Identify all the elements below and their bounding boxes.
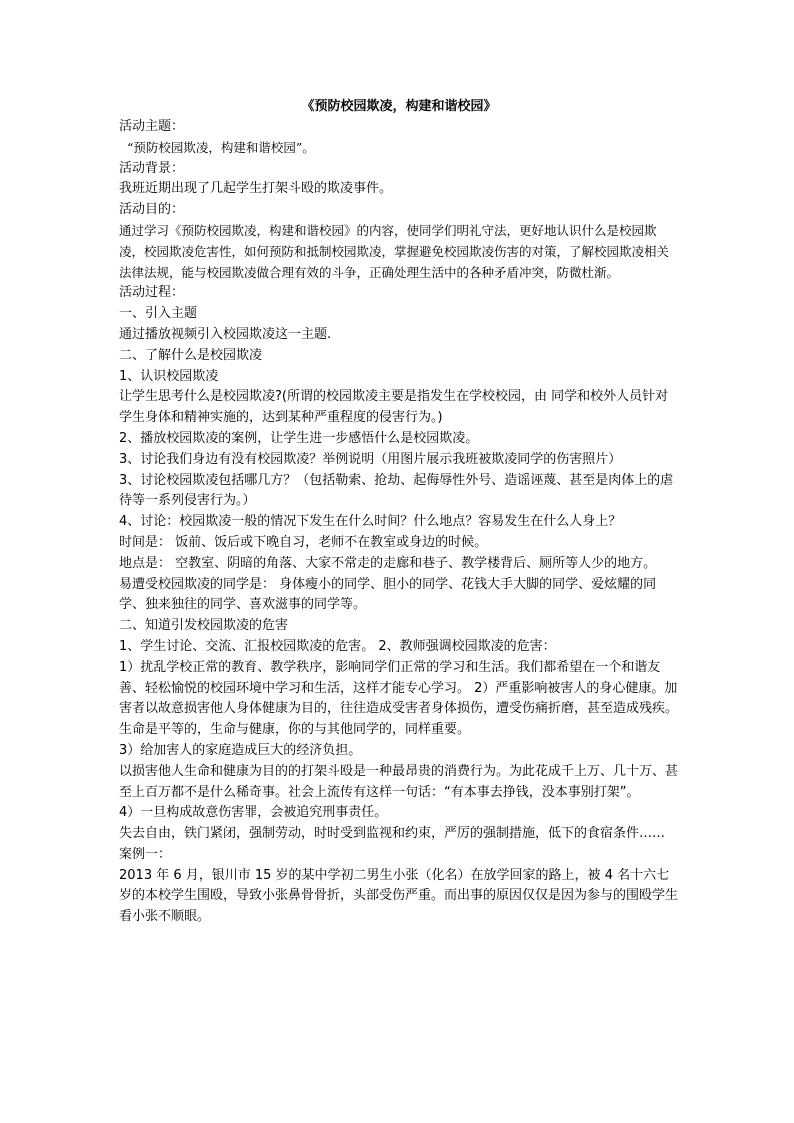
paragraph-line: 1）扰乱学校正常的教育、教学秩序，影响同学们正常的学习和生活。我们都希望在一个和谐友善、轻松愉悦的校园环境中学习和生活，这样才能专心学习。 2）严重影响被害人的身心健康。加害者以故意损害他人身体健康为目的，往往造成受害者身体损伤，遭受伤痛折磨，甚至造成残疾。生命是平等的，生命与健康，你的与其他同学的，同样重要。 xyxy=(119,659,679,738)
paragraph-line: 2、播放校园欺凌的案例，让学生进一步感悟什么是校园欺凌。 xyxy=(119,430,479,446)
paragraph-line: 4）一旦构成故意伤害罪，会被追究刑事责任。 xyxy=(119,805,388,821)
paragraph-line: 案例一： xyxy=(119,846,172,862)
paragraph-line: 活动目的： xyxy=(119,202,185,218)
paragraph-line: 地点是： 空教室、阴暗的角落、大家不常走的走廊和巷子、教学楼背后、厕所等人少的地方。 xyxy=(119,555,657,571)
paragraph-line: 二、知道引发校园欺凌的危害 xyxy=(119,618,289,634)
paragraph-line: “预防校园欺凌，构建和谐校园”。 xyxy=(127,139,315,155)
paragraph-line: 我班近期出现了几起学生打架斗殴的欺凌事件。 xyxy=(119,181,393,197)
paragraph-line: 3、讨论我们身边有没有校园欺凌？举例说明（用图片展示我班被欺凌同学的伤害照片） xyxy=(119,451,622,467)
paragraph-line: 失去自由，铁门紧闭，强制劳动，时时受到监视和约束，严厉的强制措施，低下的食宿条件…… xyxy=(119,826,666,842)
document-body xyxy=(119,117,679,928)
paragraph-line: 3、讨论校园欺凌包括哪几方？（包括勒索、抢劫、起侮辱性外号、造谣诬蔑、甚至是肉体上的虐待等一系列侵害行为。） xyxy=(119,472,674,509)
paragraph-line: 4、讨论：校园欺凌一般的情况下发生在什么时间？什么地点？容易发生在什么人身上？ xyxy=(119,514,622,530)
paragraph-line: 二、了解什么是校园欺凌 xyxy=(119,347,263,363)
paragraph-line: 易遭受校园欺凌的同学是： 身体瘦小的同学、胆小的同学、花钱大手大脚的同学、爱炫耀的同学、独来独往的同学、喜欢滋事的同学等。 xyxy=(119,576,657,613)
paragraph-line: 一、引入主题 xyxy=(119,306,198,322)
paragraph-line: 活动主题： xyxy=(119,119,185,134)
paragraph-line: 通过播放视频引入校园欺凌这一主题. xyxy=(119,326,332,342)
paragraph-line: 活动过程： xyxy=(119,285,185,301)
paragraph-line: 时间是： 饭前、饭后或下晚自习，老师不在教室或身边的时候。 xyxy=(119,534,488,550)
paragraph-line: 让学生思考什么是校园欺凌?(所谓的校园欺凌主要是指发生在学校校园，由 同学和校外人员针对学生身体和精神实施的，达到某种严重程度的侵害行为。) xyxy=(119,389,669,426)
document-page xyxy=(119,97,679,928)
paragraph-line: 3）给加害人的家庭造成巨大的经济负担。 xyxy=(119,742,362,758)
paragraph-line: 活动背景： xyxy=(119,160,185,176)
paragraph-line: 以损害他人生命和健康为目的的打架斗殴是一种最昂贵的消费行为。为此花成千上万、几十万、甚至上百万都不是什么稀奇事。社会上流传有这样一句话：“有本事去挣钱，没本事别打架”。 xyxy=(119,763,679,800)
paragraph-line: 1、认识校园欺凌 xyxy=(119,368,219,384)
document-title: 《预防校园欺凌，构建和谐校园》 xyxy=(301,99,497,114)
paragraph-line: 1、学生讨论、交流、汇报校园欺凌的危害。 2、教师强调校园欺凌的危害： xyxy=(119,638,556,654)
paragraph-line: 2013 年 6 月，银川市 15 岁的某中学初二男生小张（化名）在放学回家的路上，被 4 名十六七岁的本校学生围殴，导致小张鼻骨骨折，头部受伤严重。而出事的原因仅仅是因为参与的围殴学生看小张不顺眼。 xyxy=(119,867,679,925)
paragraph-line: 通过学习《预防校园欺凌，构建和谐校园》的内容，使同学们明礼守法，更好地认识什么是校园欺凌，校园欺凌危害性，如何预防和抵制校园欺凌，掌握避免校园欺凌伤害的对策，了解校园欺凌相关法律法规，能与校园欺凌做合理有效的斗争，正确处理生活中的各种矛盾冲突，防微杜渐。 xyxy=(119,222,670,280)
